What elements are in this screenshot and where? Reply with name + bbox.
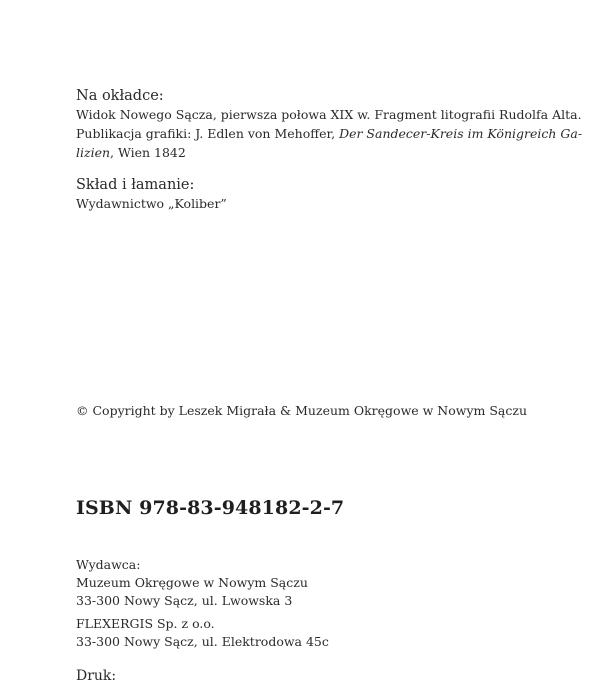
cover-info-section (76, 87, 583, 162)
typesetting-heading: Skład i łamanie: (76, 177, 195, 193)
typesetting-section (76, 176, 546, 213)
cover-publication-title-end: lizien (76, 145, 111, 160)
cover-publication-title: Der Sandecer-Kreis im Königreich Ga- (339, 126, 583, 141)
publisher-section (76, 556, 546, 610)
publisher-address: 33-300 Nowy Sącz, ul. Lwowska 3 (76, 593, 293, 608)
cover-publication-line-continued (76, 143, 546, 162)
cover-description-line: Widok Nowego Sącza, pierwsza połowa XIX w. Fragment litografii Rudolfa Alta. (76, 107, 582, 122)
copyright-notice: © Copyright by Leszek Migrała & Muzeum Okręgowe w Nowym Sączu (76, 403, 528, 418)
partner-section (76, 615, 546, 651)
copyright-section (76, 401, 546, 420)
publisher-heading: Wydawca: (76, 557, 141, 572)
isbn-number: ISBN 978-83-948182-2-7 (76, 497, 345, 519)
cover-publication-line (76, 124, 583, 143)
print-heading-cutoff: Druk: (76, 668, 117, 684)
publisher-name: Muzeum Okręgowe w Nowym Sączu (76, 575, 308, 590)
partner-address: 33-300 Nowy Sącz, ul. Elektrodowa 45c (76, 634, 329, 649)
typesetting-value: Wydawnictwo „Koliber” (76, 196, 227, 211)
cover-publication-text: Publikacja grafiki: J. Edlen von Mehoffer, (76, 126, 340, 141)
cover-heading: Na okładce: (76, 88, 164, 104)
partner-name: FLEXERGIS Sp. z o.o. (76, 616, 215, 631)
cover-publication-place-year: , Wien 1842 (110, 145, 186, 160)
